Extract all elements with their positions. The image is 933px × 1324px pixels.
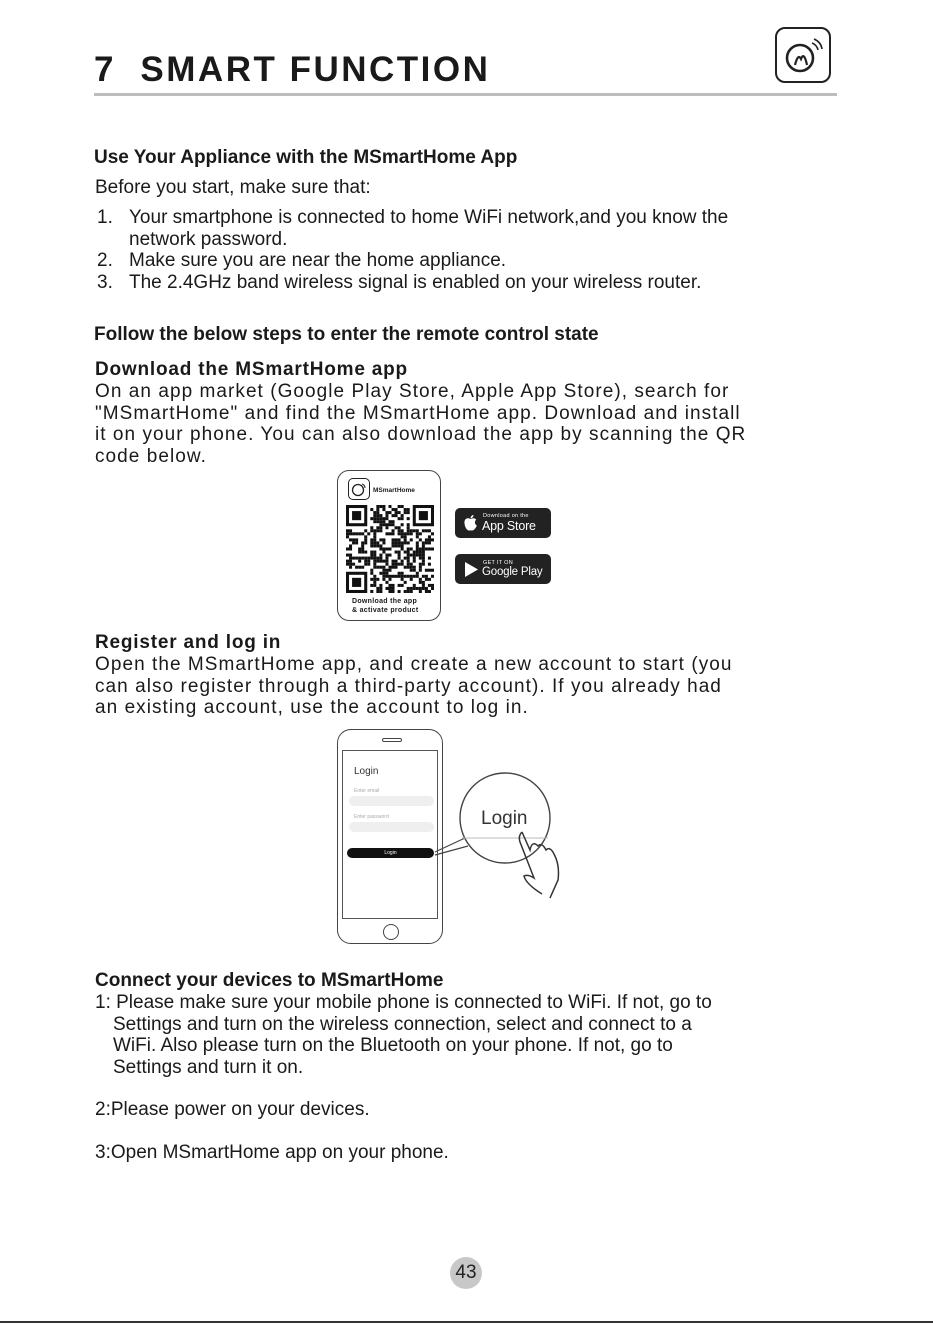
play-icon <box>464 561 479 578</box>
page-number: 43 <box>450 1257 482 1289</box>
connect-steps <box>95 992 855 1078</box>
qr-code-card <box>337 470 441 621</box>
requirement-item: 3. The 2.4GHz band wireless signal is enabled on your wireless router. <box>97 271 702 293</box>
title-divider <box>94 93 837 96</box>
connect-step-2: 2:Please power on your devices. <box>95 1099 370 1120</box>
connect-step-1-line: 1: Please make sure your mobile phone is connected to WiFi. If not, go to <box>95 992 712 1013</box>
qr-brand-logo-icon <box>348 478 370 500</box>
connect-step-3: 3:Open MSmartHome app on your phone. <box>95 1142 449 1163</box>
screen-title: Login <box>354 766 379 777</box>
phone-illustration <box>337 729 443 944</box>
connect-heading: Connect your devices to MSmartHome <box>95 970 444 991</box>
connect-step-1-line: Settings and turn on the wireless connection, select and connect to a <box>113 1013 692 1035</box>
password-label: Enter password <box>354 814 389 820</box>
register-heading: Register and log in <box>95 632 282 653</box>
download-heading: Download the MSmartHome app <box>95 359 408 380</box>
zoom-callout <box>430 770 580 905</box>
register-paragraph: Open the MSmartHome app, and create a new account to start (you can also register through a third-party account). If you already had an existing account, use the account to log in. <box>95 654 733 718</box>
google-play-badge[interactable]: GET IT ON Google Play <box>455 554 551 584</box>
app-section-heading: Use Your Appliance with the MSmartHome App <box>94 147 518 168</box>
download-paragraph: On an app market (Google Play Store, Apple App Store), search for "MSmartHome" and find the MSmartHome app. Download and install it on your phone. You can also download the app by scanning the QR code below. <box>95 381 747 467</box>
requirement-item: 1. Your smartphone is connected to home WiFi network,and you know the network password. <box>97 207 729 250</box>
remote-steps-heading: Follow the below steps to enter the remote control state <box>94 324 599 345</box>
phone-screen <box>342 750 438 919</box>
requirements-list <box>97 207 857 293</box>
email-field[interactable] <box>349 796 434 806</box>
app-store-badge[interactable]: Download on the App Store <box>455 508 551 538</box>
zoom-login-label: Login <box>481 808 528 829</box>
home-button <box>383 924 399 940</box>
qr-code[interactable] <box>346 505 434 593</box>
apple-icon <box>463 514 478 532</box>
page-title: 7 SMART FUNCTION <box>94 50 491 89</box>
login-button[interactable]: Login <box>347 848 434 858</box>
brand-logo-icon <box>775 27 831 83</box>
qr-brand-name: MSmartHome <box>373 487 415 494</box>
intro-text: Before you start, make sure that: <box>95 177 371 198</box>
email-label: Enter email <box>354 788 380 794</box>
connect-step-1-line: WiFi. Also please turn on the Bluetooth on your phone. If not, go to <box>113 1035 673 1056</box>
phone-speaker <box>382 738 402 742</box>
requirement-item: 2. Make sure you are near the home appliance. <box>97 250 507 271</box>
connect-step-1-line: Settings and turn it on. <box>113 1056 304 1078</box>
qr-caption: Download the app & activate product <box>352 598 419 614</box>
password-field[interactable] <box>349 822 434 832</box>
page-bottom-border <box>0 1321 933 1323</box>
